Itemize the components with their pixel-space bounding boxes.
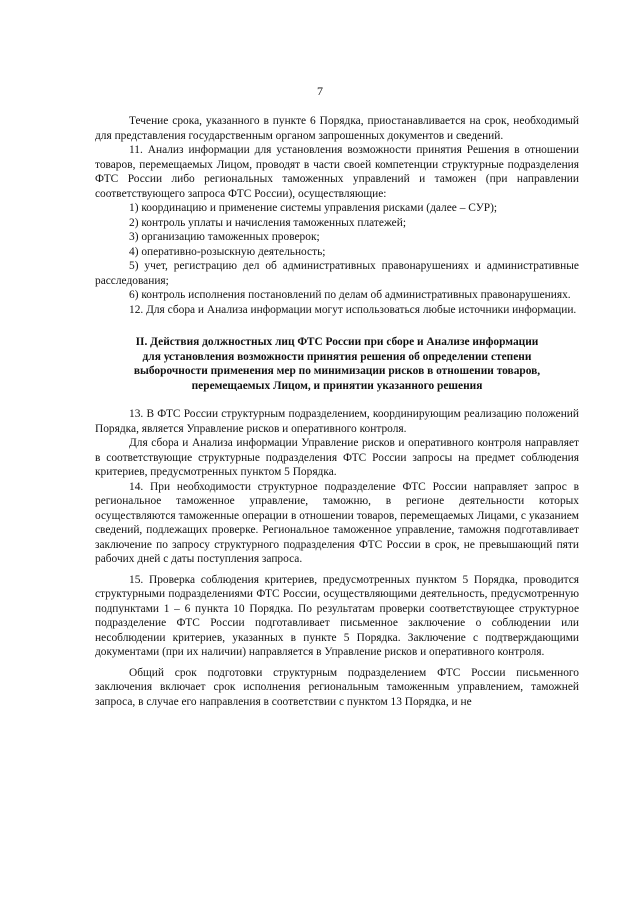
paragraph-15: 15. Проверка соблюдения критериев, предусмотренных пунктом 5 Порядка, проводится структурными подразделениями ФТС России, осуществляющими деятельность, предусмотренную подпунктами 1 – 6 пункта 10 Порядка. По результатам проверки соответствующее структурное подразделение ФТС России подготавливает письменное заключение о соблюдении или несоблюдении критериев, указанных в пункте 5 Порядка. Заключение с подтверждающими документами (при их наличии) направляется в Управление рисков и оперативного контроля. [95, 573, 579, 658]
paragraph-13: 13. В ФТС России структурным подразделением, координирующим реализацию положений Порядка, является Управление рисков и оперативного контроля. [95, 408, 579, 435]
list-item: 1) координацию и применение системы управления рисками (далее – СУР); [129, 202, 498, 214]
list-item: 4) оперативно-розыскную деятельность; [129, 245, 326, 258]
section-heading-line: перемещаемых Лицом, и принятии указанного решения [191, 379, 483, 392]
paragraph-12: 12. Для сбора и Анализа информации могут использоваться любые источники информации. [129, 303, 577, 316]
page-number: 7 [317, 84, 323, 98]
section-heading-line: выборочности применения мер по минимизации рисков в отношении товаров, [133, 365, 541, 377]
section-heading [95, 335, 579, 393]
section-heading-line: II. Действия должностных лиц ФТС России при сборе и Анализе информации [135, 336, 539, 348]
list-item: 6) контроль исполнения постановлений по делам об административных правонарушениях. [129, 289, 571, 301]
paragraph-13-continued: Для сбора и Анализа информации Управление рисков и оперативного контроля направляет в соответствующие структурные подразделения ФТС России запросы на предмет соблюдения критериев, предусмотренных пунктом 5 Порядка. [95, 437, 579, 478]
paragraph-14: 14. При необходимости структурное подразделение ФТС России направляет запрос в региональное таможенное управление, таможню, в регионе деятельности которых осуществляются таможенные операции в отношении товаров, перемещаемых Лицами, с указанием сведений, подлежащих проверке. Региональное таможенное управление, таможня подготавливает заключение по запросу структурного подразделения ФТС России в срок, не превышающий пяти рабочих дней с даты поступления запроса. [95, 480, 579, 565]
section-heading-line: для установления возможности принятия решения об определении степени [142, 350, 532, 363]
paragraph-general-term: Общий срок подготовки структурным подразделением ФТС России письменного заключения включает срок исполнения региональным таможенным управлением, таможней запроса, в случае его направления в соответствии с пунктом 13 Порядка, и не [95, 666, 579, 708]
list-item: 5) учет, регистрацию дел об административных правонарушениях и административные расследования; [95, 260, 579, 287]
list-item: 3) организацию таможенных проверок; [129, 231, 320, 243]
document-body [95, 114, 579, 709]
paragraph-term-suspension: Течение срока, указанного в пункте 6 Порядка, приостанавливается на срок, необходимый для представления государственным органом запрошенных документов и сведений. [95, 115, 579, 142]
paragraph-11: 11. Анализ информации для установления возможности принятия Решения в отношении товаров, перемещаемых Лицом, проводят в части своей компетенции структурные подразделения ФТС России либо региональных таможенных управлений и таможен (при направлении соответствующего запроса ФТС России), осуществляющие: [95, 144, 579, 200]
list-item: 2) контроль уплаты и начисления таможенных платежей; [129, 216, 406, 229]
